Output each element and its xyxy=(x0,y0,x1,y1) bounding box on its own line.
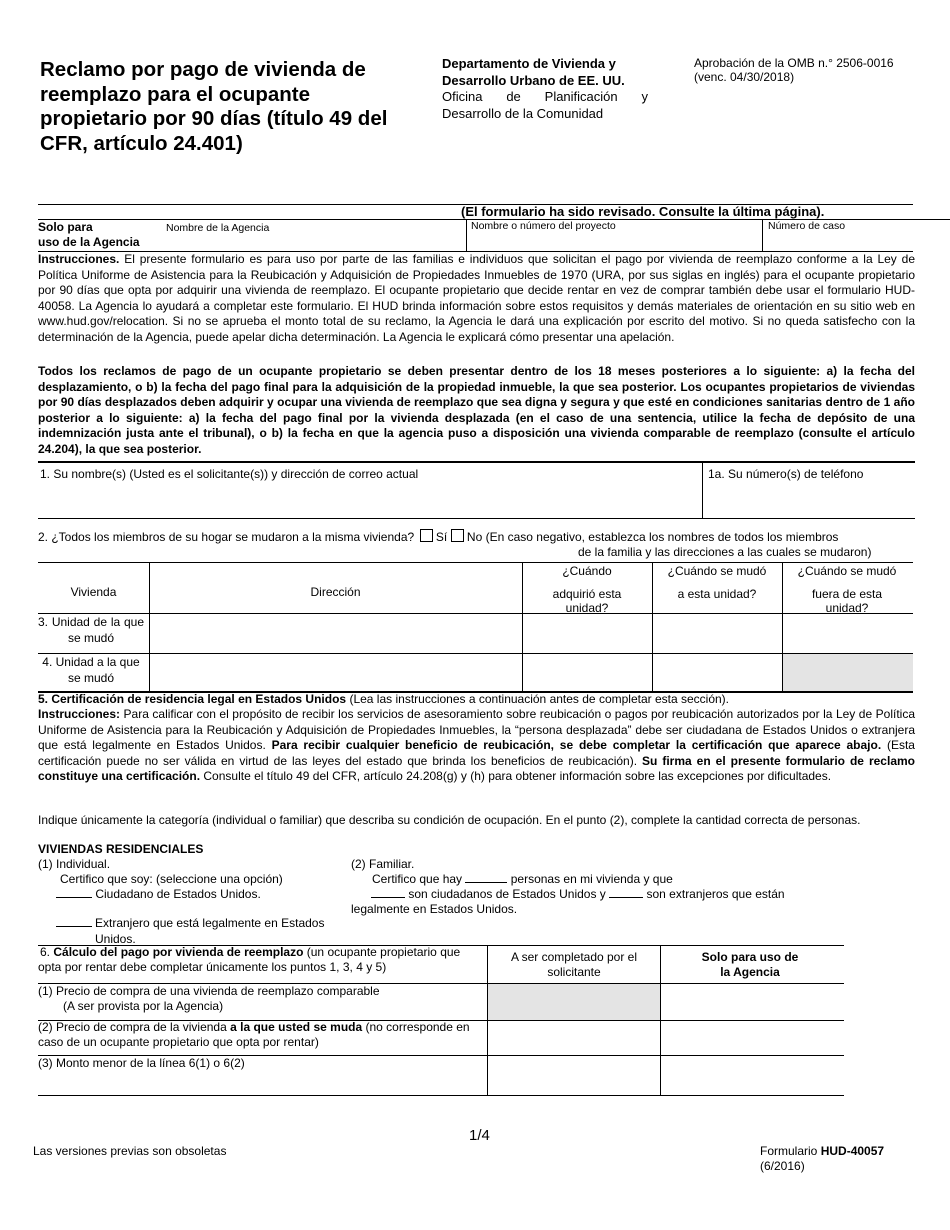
section5-indicate: Indique únicamente la categoría (individual o familiar) que describa su condición de ocupación. En el punto (2), complete la cantidad correcta de personas. xyxy=(38,813,861,827)
form-number-bold: HUD-40057 xyxy=(820,1144,885,1158)
family-certify-row xyxy=(372,872,673,888)
form-date: (6/2016) xyxy=(760,1159,805,1173)
s6-row2-a: (2) Precio de compra de la vivienda xyxy=(38,1020,227,1034)
s6-title-rest: (un ocupante propietario que opta por rentar debe completar únicamente los puntos 1, 3, 4 y 5) xyxy=(38,945,461,974)
q1-divider xyxy=(702,462,703,518)
col-mudo-fuera xyxy=(782,564,912,615)
row3-label: 3. Unidad de la que se mudó xyxy=(38,615,144,645)
col-fuera-line2: fuera de esta unidad? xyxy=(811,586,883,615)
row4-address[interactable] xyxy=(150,654,521,690)
col-adquirio-line2: adquirió esta unidad? xyxy=(552,586,622,615)
row3-address[interactable] xyxy=(150,614,521,652)
agency-use-label xyxy=(38,220,140,250)
agency-divider-2 xyxy=(762,219,763,251)
omb-expiration: (venc. 04/30/2018) xyxy=(694,70,795,84)
family-certify-b: personas en mi vivienda y que xyxy=(510,872,673,886)
s6-col-agency: Solo para uso de la Agencia xyxy=(701,950,799,979)
s6-row1-label xyxy=(38,984,380,1014)
q2-question: 2. ¿Todos los miembros de su hogar se mudaron a la misma vivienda? xyxy=(38,530,415,544)
alien-label: Extranjero que está legalmente en Estados Unidos. xyxy=(95,916,325,946)
s6-row1-shaded-cell xyxy=(488,984,660,1020)
section5-title-bold: 5. Certificación de residencia legal en Estados Unidos xyxy=(38,692,347,706)
section5-title xyxy=(38,692,729,708)
citizen-label: Ciudadano de Estados Unidos. xyxy=(95,887,261,901)
residential-title: VIVIENDAS RESIDENCIALES xyxy=(38,842,204,856)
form-label: Formulario xyxy=(760,1144,818,1158)
project-field[interactable]: Nombre o número del proyecto xyxy=(471,220,616,232)
obsolete-note: Las versiones previas son obsoletas xyxy=(33,1144,227,1158)
col-adquirio xyxy=(522,564,652,615)
s6-row3-applicant-input[interactable] xyxy=(488,1056,660,1095)
agency-divider-1 xyxy=(466,219,467,251)
col-mudo-a-line1: ¿Cuándo se mudó xyxy=(667,564,767,578)
agency-name-field[interactable]: Nombre de la Agencia xyxy=(166,222,270,234)
s6-row2-b: (no corresponde en caso de un ocupante propietario que opta por rentar) xyxy=(38,1020,470,1049)
family-aliens-blank[interactable] xyxy=(609,887,643,898)
section5-instr-bold2: Su firma en el presente formulario de reclamo constituye una certificación. xyxy=(38,753,915,784)
section5-title-note: (Lea las instrucciones a continuación antes de completar esta sección). xyxy=(349,692,729,706)
form-number xyxy=(760,1144,884,1160)
instructions-block xyxy=(38,252,915,346)
individual-citizen-row xyxy=(56,887,261,903)
individual-label: (1) Individual. xyxy=(38,857,111,871)
col-adquirio-line1: ¿Cuándo xyxy=(562,564,612,578)
section5-instr-text1: Para calificar con el propósito de recibir los servicios de asesoramiento sobre reubicación o pagos por reubicación autorizados por la Ley de Política Uniforme de Asistencia para la Reubicación y Adquisición de Propiedades Inmuebles, la “persona desplazada” debe ser ciudadana de Estados Unidos o extranjera que está legalmente en Estados Unidos. xyxy=(38,707,915,753)
office-name: Oficina de Planificación y Desarrollo de la Comunidad xyxy=(442,89,648,121)
case-number-field[interactable]: Número de caso xyxy=(768,220,846,232)
family-line2-b: son extranjeros que están xyxy=(646,887,785,901)
s6-col-applicant: A ser completado por el solicitante xyxy=(510,950,638,979)
s6-row3-label: (3) Monto menor de la línea 6(1) o 6(2) xyxy=(38,1056,245,1070)
section5-instr-bold1: Para recibir cualquier beneficio de reubicación, se debe completar la certificación que aparece abajo. xyxy=(271,738,882,753)
q2-no-label-line2: de la familia y las direcciones a las cuales se mudaron) xyxy=(578,545,872,559)
s6-row3-agency-input[interactable] xyxy=(661,1056,844,1095)
omb-approval: Aprobación de la OMB n.° 2506-0016 xyxy=(694,56,894,70)
section5-instr-text3: Consulte el título 49 del CFR, artículo 24.208(g) y (h) para obtener información sobre las excepciones por dificultades. xyxy=(203,769,832,784)
s6-row1-agency-input[interactable] xyxy=(661,984,844,1020)
section5-instructions xyxy=(38,707,915,785)
q2-no-checkbox[interactable] xyxy=(451,529,464,542)
form-title: Reclamo por pago de vivienda de reemplazo para el ocupante propietario por 90 días (título 49 del CFR, artículo 24.401) xyxy=(40,58,388,155)
revised-note: (El formulario ha sido revisado. Consulte la última página). xyxy=(461,204,825,219)
instructions-text: El presente formulario es para uso por parte de las familias e individuos que solicitan el pago por vivienda de reemplazo conforme a la Ley de Política Uniforme de Asistencia para la Reubicación y Adquisición de Propiedades Inmuebles de 1970 (URA, por sus siglas en inglés) para el ocupante propietario por 90 días que opta por adquirir una vivienda de reemplazo. El ocupante propietario que decide rentar en vez de comprar también debe usar el formulario HUD-40058. La Agencia lo ayudará a completar este formulario. El HUD brinda información sobre estos requisitos y demás materiales de orientación en su sitio web en www.hud.gov/relocation. Si no se aprueba el monto total de su reclamo, la Agencia le dará una explicación por escrito del motivo. Si no queda satisfecho con la determinación de la Agencia, puede apelar dicha determinación. La Agencia le explicará cómo presentar una apelación. xyxy=(38,252,915,344)
row4-shaded-cell xyxy=(783,654,913,691)
section5-instr-label: Instrucciones: xyxy=(38,707,121,721)
family-citizens-blank[interactable] xyxy=(371,887,405,898)
family-line2-row xyxy=(371,887,785,903)
department-name: Departamento de Vivienda y Desarrollo Urbano de EE. UU. xyxy=(442,56,625,88)
family-label: (2) Familiar. xyxy=(351,857,415,871)
alien-blank[interactable] xyxy=(56,916,92,927)
s6-row2-applicant-input[interactable] xyxy=(488,1021,660,1055)
s6-title xyxy=(38,945,484,975)
family-line3: legalmente en Estados Unidos. xyxy=(351,902,518,916)
family-persons-blank[interactable] xyxy=(465,872,507,883)
section5-instr-text2: (Esta certificación puede no ser válida en virtud de las leyes del estado que brinda los beneficios de reubicación). xyxy=(38,738,915,768)
s6-row2-bold: a la que usted se muda xyxy=(230,1020,363,1034)
col-mudo-a xyxy=(652,564,782,602)
row4-label: 4. Unidad a la que se mudó xyxy=(42,655,140,685)
s6-title-bold: Cálculo del pago por vivienda de reemplazo xyxy=(53,945,304,959)
col-mudo-a-line2: a esta unidad? xyxy=(677,586,757,601)
s6-row1-line1: (1) Precio de compra de una vivienda de reemplazo comparable xyxy=(38,984,380,998)
family-line2-a: son ciudadanos de Estados Unidos y xyxy=(408,887,606,901)
q2-yes-label: Sí xyxy=(435,530,448,544)
q1-phone[interactable]: 1a. Su número(s) de teléfono xyxy=(708,467,864,481)
agency-use-label-line1: Solo para xyxy=(38,220,93,234)
s6-row1-line2: (A ser provista por la Agencia) xyxy=(63,999,224,1013)
s6-row2-agency-input[interactable] xyxy=(661,1021,844,1055)
family-certify-a: Certifico que hay xyxy=(372,872,463,886)
citizen-blank[interactable] xyxy=(56,887,92,898)
s6-row2-label xyxy=(38,1020,486,1050)
individual-certify: Certifico que soy: (seleccione una opción) xyxy=(60,872,283,886)
q1-name-address[interactable]: 1. Su nombre(s) (Usted es el solicitante(s)) y dirección de correo actual xyxy=(40,467,419,481)
agency-use-label-line2: uso de la Agencia xyxy=(38,235,140,249)
col-direccion: Dirección xyxy=(310,585,361,599)
col-vivienda: Vivienda xyxy=(70,585,117,599)
deadline-text: Todos los reclamos de pago de un ocupante propietario se deben presentar dentro de los 18 meses posteriores a lo siguiente: a) la fecha del desplazamiento, o b) la fecha del pago final para la adquisición de la propiedad inmueble, la que sea posterior. Los ocupantes propietarios de viviendas por 90 días desplazados deben adquirir y ocupar una vivienda de reemplazo que sea digna y segura y que esté en condiciones sanitarias dentro de 1 año posterior a lo siguiente: a) la fecha del pago final por la vivienda desplazada (en el caso de una sentencia, utilice la fecha de depósito de una indemnización justa ante el tribunal), o b) la fecha en que la agencia puso a disposición una vivienda comparable de reemplazo (consulte el artículo 24.204), la que sea posterior. xyxy=(38,364,915,456)
q1-top-rule xyxy=(38,461,915,463)
q2-no-label: No (En caso negativo, establezca los nombres de todos los miembros xyxy=(466,530,839,544)
q2-yes-checkbox[interactable] xyxy=(420,529,433,542)
s6-title-num: 6. xyxy=(40,945,51,959)
q2-row xyxy=(38,529,838,546)
s6-bottom-rule xyxy=(38,1095,844,1096)
instructions-label: Instrucciones. xyxy=(38,252,120,266)
q1-bottom-rule xyxy=(38,518,915,519)
col-fuera-line1: ¿Cuándo se mudó xyxy=(797,564,897,578)
page-number: 1/4 xyxy=(469,1127,490,1144)
